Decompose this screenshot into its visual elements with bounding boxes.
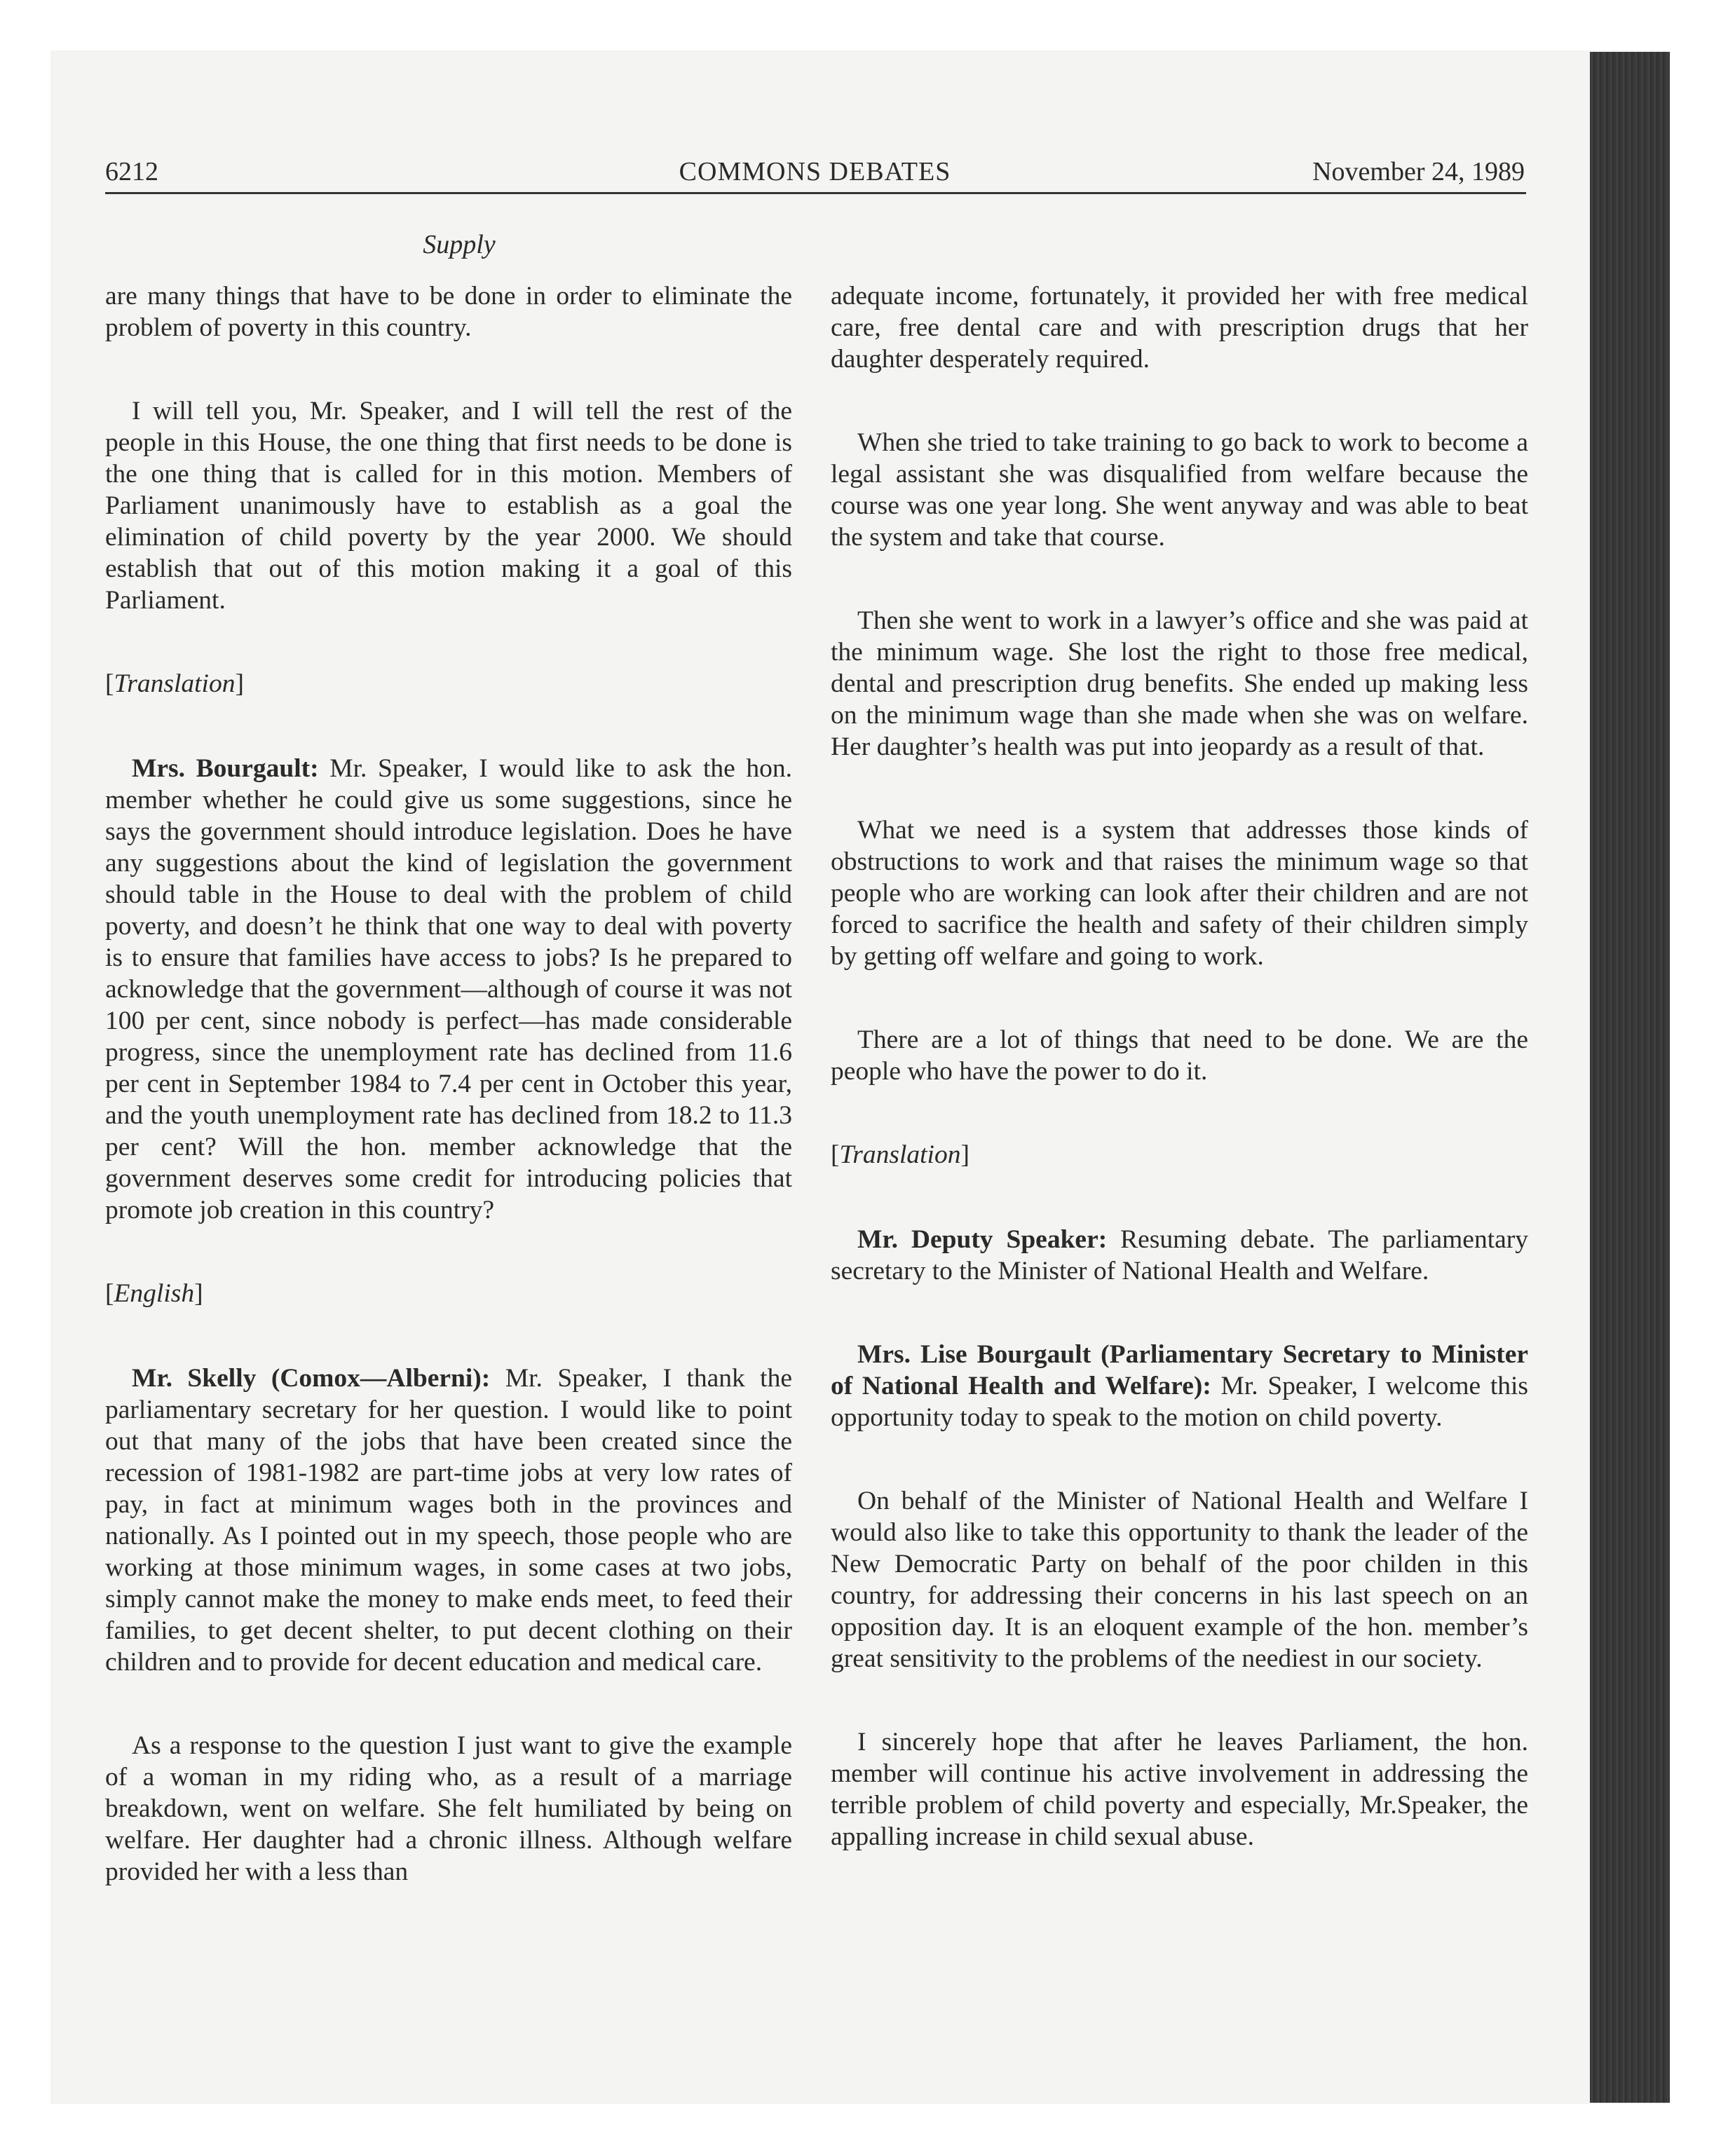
paragraph: When she tried to take training to go back to work to become a legal assistant she was disqualified from welfare because the course was one year long. She went anyway and was able to beat the system and take that course. — [831, 428, 1528, 552]
speaker-name: Mrs. Bourgault: — [132, 754, 319, 783]
speech-paragraph — [831, 1339, 1528, 1433]
paragraph: adequate income, fortunately, it provided her with free medical care, free dental care and with prescription drugs that her daughter desperately required. — [831, 282, 1528, 374]
speech-text: Mr. Speaker, I thank the parliamentary secretary for her question. I would like to point out that many of the jobs that have been created since the recession of 1981-1982 are part-time jobs at very low rates of pay, in fact at minimum wages both in the provinces and nationally. As I pointed out in my speech, those people who are working at those minimum wages, in some cases at two jobs, simply cannot make the money to make ends meet, to feed their families, to get decent shelter, to put decent clothing on their children and to provide for decent education and medical care. — [105, 1364, 792, 1677]
speaker-name: Mr. Skelly (Comox—Alberni): — [132, 1364, 491, 1393]
section-heading: Supply — [423, 230, 496, 259]
paragraph: There are a lot of things that need to be done. We are the people who have the power to do it. — [831, 1025, 1528, 1086]
language-tag: [Translation] — [105, 669, 244, 698]
speech-text: Mr. Speaker, I would like to ask the hon. member whether he could give us some suggestions, since he says the government should introduce legislation. Does he have any suggestions about the kind of legislation the government should table in the House to deal with the problem of child poverty, and doesn’t he think that one way to deal with poverty is to ensure that families have access to jobs? Is he prepared to acknowledge that the government—although of course it was not 100 per cent, since nobody is perfect—has made considerable progress, since the unemployment rate has declined from 11.6 per cent in September 1984 to 7.4 per cent in October this year, and the youth unemployment rate has declined from 18.2 to 11.3 per cent? Will the hon. member acknowledge that the government deserves some credit for introducing policies that promote job creation in this country? — [105, 754, 792, 1224]
speech-text: Resuming debate. The parliamentary secretary to the Minister of National Health and Welfare. — [831, 1225, 1528, 1285]
right-column — [831, 280, 1528, 1904]
language-tag: [English] — [105, 1279, 203, 1308]
speech-paragraph — [105, 1363, 792, 1678]
page-number: 6212 — [105, 157, 158, 186]
speaker-name: Mr. Deputy Speaker: — [857, 1225, 1108, 1254]
language-tag-text: Translation — [114, 669, 236, 698]
paragraph: I will tell you, Mr. Speaker, and I will tell the rest of the people in this House, the one thing that first needs to be done is the one thing that is called for in this motion. Members of Parliament unanimously have to establish as a goal the elimination of child poverty by the year 2000. We should establish that out of this motion making it a goal of this Parliament. — [105, 397, 792, 615]
paragraph: As a response to the question I just want to give the example of a woman in my riding who, as a result of a marriage breakdown, went on welfare. She felt humiliated by being on welfare. Her daughter had a chronic illness. Although welfare provided her with a less than — [105, 1731, 792, 1886]
paragraph: I sincerely hope that after he leaves Parliament, the hon. member will continue his active involvement in addressing the terrible problem of child poverty and especially, Mr.Speaker, the appalling increase in child sexual abuse. — [831, 1728, 1528, 1851]
page-date: November 24, 1989 — [1312, 157, 1525, 186]
publication-title: COMMONS DEBATES — [679, 157, 951, 186]
scan-binding-edge — [1590, 52, 1670, 2103]
paragraph: On behalf of the Minister of National Health and Welfare I would also like to take this opportunity to thank the leader of the New Democratic Party on behalf of the poor childen in this country, for addressing their concerns in his last speech on an opposition day. It is an eloquent example of the hon. member’s great sensitivity to the problems of the neediest in our society. — [831, 1487, 1528, 1673]
language-tag-text: English — [114, 1279, 195, 1308]
speaker-name: Mrs. Lise Bourgault (Parliamentary Secretary to Minister of National Health and Welfare): — [831, 1340, 1528, 1400]
language-tag: [Translation] — [831, 1140, 969, 1169]
paragraph: What we need is a system that addresses those kinds of obstructions to work and that raises the minimum wage so that people who are working can look after their children and are not forced to sacrifice the health and safety of their children simply by getting off welfare and going to work. — [831, 816, 1528, 971]
speech-paragraph — [831, 1224, 1528, 1287]
header-rule — [105, 192, 1526, 194]
speech-paragraph — [105, 753, 792, 1226]
left-column — [105, 280, 792, 1939]
paragraph: are many things that have to be done in order to eliminate the problem of poverty in this country. — [105, 282, 792, 342]
speech-text: Mr. Speaker, I welcome this opportunity today to speak to the motion on child poverty. — [831, 1372, 1529, 1432]
paragraph: Then she went to work in a lawyer’s office and she was paid at the minimum wage. She lost the right to those free medical, dental and prescription drug benefits. She ended up making less on the minimum wage than she made when she was on welfare. Her daughter’s health was put into jeopardy as a result of that. — [831, 606, 1528, 761]
page-header — [105, 153, 1525, 191]
language-tag-text: Translation — [839, 1140, 961, 1169]
